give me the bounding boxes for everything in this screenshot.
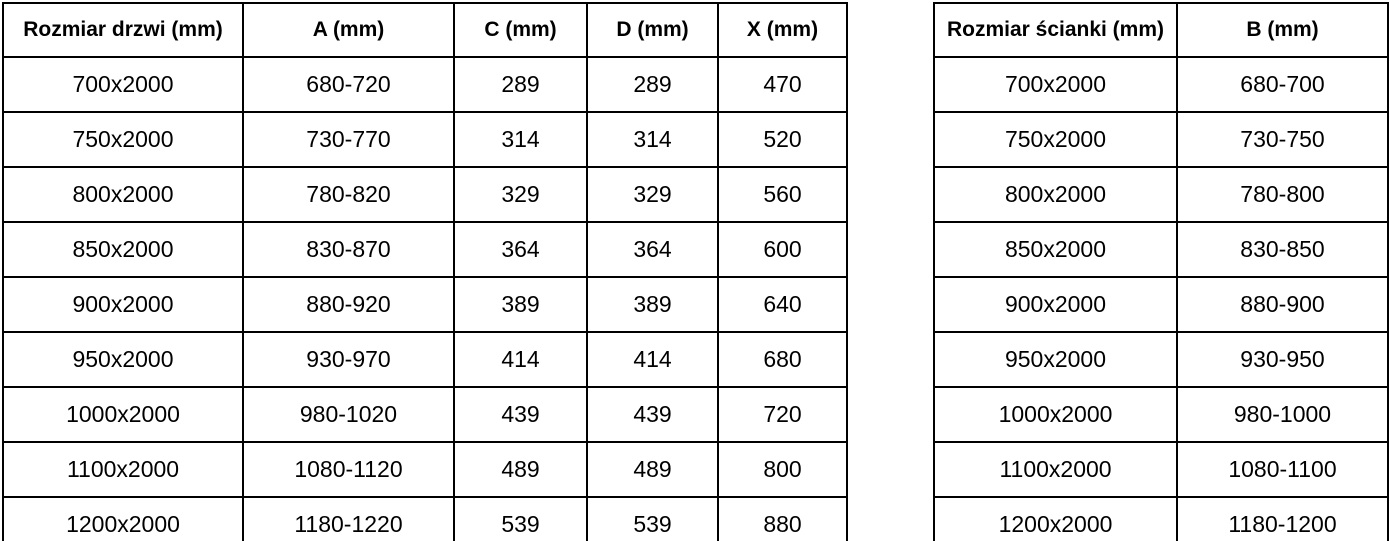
- table-row: [3, 167, 847, 222]
- table-row: [934, 332, 1388, 387]
- table-row: [934, 112, 1388, 167]
- table-cell: 780-820: [243, 167, 454, 222]
- table-cell: 680: [718, 332, 847, 387]
- column-header: C (mm): [454, 3, 587, 57]
- table-cell: 314: [587, 112, 718, 167]
- table-cell: 489: [587, 442, 718, 497]
- wall-panel-size-table: [933, 2, 1389, 541]
- table-cell: 700x2000: [3, 57, 243, 112]
- table-cell: 329: [454, 167, 587, 222]
- table-cell: 800x2000: [934, 167, 1177, 222]
- table-row: [3, 277, 847, 332]
- table-cell: 489: [454, 442, 587, 497]
- table-cell: 289: [587, 57, 718, 112]
- table-cell: 1100x2000: [3, 442, 243, 497]
- table-row: [934, 442, 1388, 497]
- table-cell: 640: [718, 277, 847, 332]
- door-size-table: [2, 2, 848, 541]
- table-cell: 750x2000: [934, 112, 1177, 167]
- table-cell: 680-700: [1177, 57, 1388, 112]
- table-cell: 730-770: [243, 112, 454, 167]
- table-cell: 560: [718, 167, 847, 222]
- column-header: D (mm): [587, 3, 718, 57]
- table-cell: 1180-1220: [243, 497, 454, 541]
- table-cell: 950x2000: [934, 332, 1177, 387]
- table-cell: 364: [587, 222, 718, 277]
- table-cell: 314: [454, 112, 587, 167]
- table-row: [3, 112, 847, 167]
- table-row: [3, 332, 847, 387]
- table-cell: 800: [718, 442, 847, 497]
- column-header: X (mm): [718, 3, 847, 57]
- table-row: [3, 442, 847, 497]
- table-cell: 1000x2000: [3, 387, 243, 442]
- table-cell: 680-720: [243, 57, 454, 112]
- table-cell: 700x2000: [934, 57, 1177, 112]
- table-row: [3, 497, 847, 541]
- table-cell: 900x2000: [3, 277, 243, 332]
- table-row: [3, 387, 847, 442]
- table-cell: 730-750: [1177, 112, 1388, 167]
- table-cell: 830-850: [1177, 222, 1388, 277]
- table-cell: 750x2000: [3, 112, 243, 167]
- table-row: [3, 57, 847, 112]
- table-cell: 414: [454, 332, 587, 387]
- table-cell: 720: [718, 387, 847, 442]
- header-row: [3, 3, 847, 57]
- header-row: [934, 3, 1388, 57]
- table-cell: 800x2000: [3, 167, 243, 222]
- table-cell: 470: [718, 57, 847, 112]
- table-cell: 439: [454, 387, 587, 442]
- table-cell: 1080-1100: [1177, 442, 1388, 497]
- table-row: [934, 222, 1388, 277]
- column-header: Rozmiar drzwi (mm): [3, 3, 243, 57]
- table-cell: 780-800: [1177, 167, 1388, 222]
- table-row: [3, 222, 847, 277]
- table-cell: 600: [718, 222, 847, 277]
- table-cell: 930-950: [1177, 332, 1388, 387]
- table-cell: 289: [454, 57, 587, 112]
- table-cell: 439: [587, 387, 718, 442]
- table-cell: 880-920: [243, 277, 454, 332]
- table-row: [934, 277, 1388, 332]
- column-header: A (mm): [243, 3, 454, 57]
- table-cell: 414: [587, 332, 718, 387]
- table-cell: 1000x2000: [934, 387, 1177, 442]
- table-cell: 880: [718, 497, 847, 541]
- table-cell: 389: [587, 277, 718, 332]
- table-cell: 930-970: [243, 332, 454, 387]
- table-cell: 1200x2000: [3, 497, 243, 541]
- table-row: [934, 497, 1388, 541]
- column-header: B (mm): [1177, 3, 1388, 57]
- table-row: [934, 167, 1388, 222]
- table-cell: 980-1000: [1177, 387, 1388, 442]
- table-row: [934, 387, 1388, 442]
- table-cell: 329: [587, 167, 718, 222]
- table-cell: 850x2000: [934, 222, 1177, 277]
- table-cell: 880-900: [1177, 277, 1388, 332]
- table-cell: 830-870: [243, 222, 454, 277]
- column-header: Rozmiar ścianki (mm): [934, 3, 1177, 57]
- table-cell: 950x2000: [3, 332, 243, 387]
- table-cell: 539: [454, 497, 587, 541]
- table-cell: 900x2000: [934, 277, 1177, 332]
- table-cell: 1080-1120: [243, 442, 454, 497]
- table-cell: 980-1020: [243, 387, 454, 442]
- table-cell: 389: [454, 277, 587, 332]
- table-cell: 520: [718, 112, 847, 167]
- table-cell: 1200x2000: [934, 497, 1177, 541]
- table-cell: 1180-1200: [1177, 497, 1388, 541]
- table-cell: 1100x2000: [934, 442, 1177, 497]
- table-cell: 850x2000: [3, 222, 243, 277]
- table-row: [934, 57, 1388, 112]
- table-cell: 539: [587, 497, 718, 541]
- table-cell: 364: [454, 222, 587, 277]
